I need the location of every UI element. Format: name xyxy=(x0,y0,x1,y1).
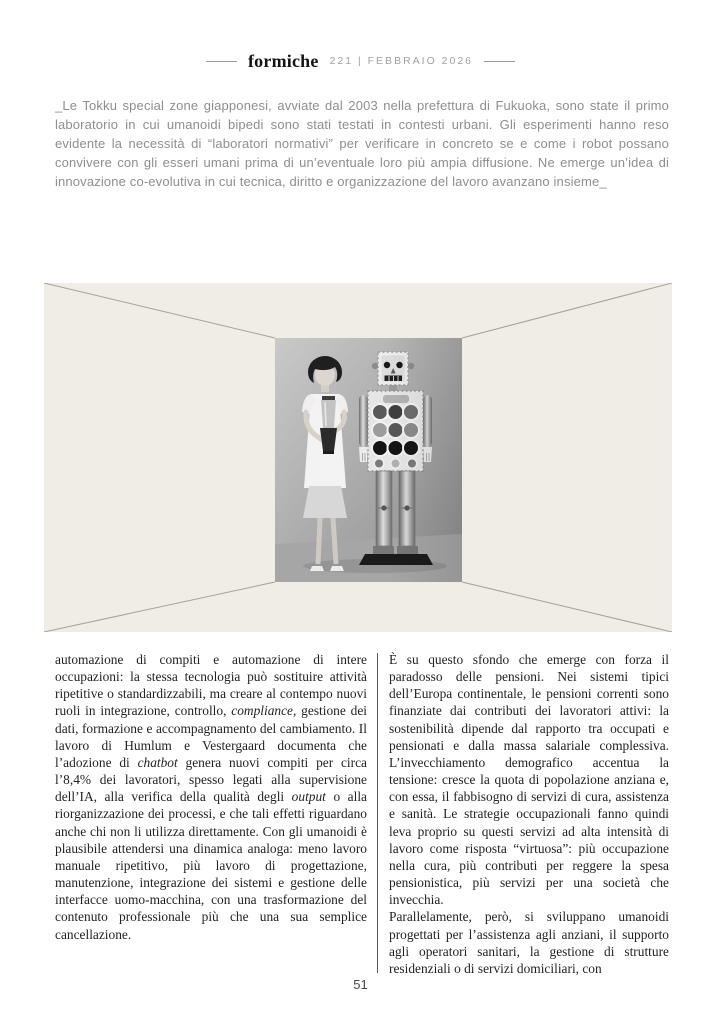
header-rule-right xyxy=(484,61,515,62)
archive-photo xyxy=(275,338,462,582)
column-left xyxy=(55,651,367,981)
article-paragraph: Parallelamente, però, si sviluppano umanoidi progettati per l’assistenza agli anziani, il supporto agli operatori sanitari, la gestione di strutture residenziali o di servizi domiciliari, con xyxy=(389,909,669,976)
column-divider xyxy=(377,653,378,973)
page-number: 51 xyxy=(353,977,368,992)
article-paragraph: È su questo sfondo che emerge con forza il paradosso delle pensioni. Nei sistemi tipici dell’Europa continentale, le pensioni correnti sono finanziate dai contributi dei lavoratori attivi: la sostenibilità dipende dal rapporto tra occupati e pensionati e dalla massa salariale complessiva. L’invecchiamento demografico accentua la tensione: cresce la quota di popolazione anziana e, con essa, il fabbisogno di servizi di cura, assistenza e sanità. Le strategie occupazionali fanno quindi leva proprio su questi servizi ad alta intensità di lavoro come risposta “virtuosa”: più occupazione nella cura, più contributi per reggere la spesa pensionistica, più servizi per una società che invecchia. xyxy=(389,652,669,908)
header-rule-left xyxy=(206,61,237,62)
magazine-header xyxy=(0,52,721,70)
magazine-title: formiche xyxy=(247,51,319,71)
photo-vignette xyxy=(275,338,462,582)
column-right xyxy=(389,651,669,981)
frame-illustration xyxy=(44,283,672,632)
photo-frame xyxy=(44,283,672,632)
issue-date: 221 | FEBBRAIO 2026 xyxy=(329,54,474,67)
intro-paragraph: _Le Tokku special zone giapponesi, avviate dal 2003 nella prefettura di Fukuoka, sono state il primo laboratorio in cui umanoidi bipedi sono stati testati in contesti urbani. Gli esperimenti hanno reso evidente la necessità di “laboratori normativi” per verificare in concreto se e come i robot possano convivere con gli esseri umani prima di un’eventuale loro più ampia diffusione. Ne emerge un’idea di innovazione co-evolutiva in cui tecnica, diritto e organizzazione del lavoro avanzano insieme_ xyxy=(55,98,669,189)
article-paragraph: automazione di compiti e automazione di intere occupazioni: la stessa tecnologia può sostituire attività ripetitive o standardizzabili, ma creare al contempo nuovi ruoli in integrazione, controllo, compliance, gestione dei dati, formazione e accompagnamento del cambiamento. Il lavoro di Humlum e Vestergaard documenta che l’adozione di chatbot genera nuovi compiti per circa l’8,4% dei lavoratori, spesso legati alla supervisione dell’IA, alla verifica della qualità degli output o alla riorganizzazione dei processi, e che tali effetti riguardano anche chi non li utilizza direttamente. Con gli umanoidi è plausibile attendersi una dinamica analoga: meno lavoro manuale ripetitivo, più lavoro di progettazione, manutenzione, integrazione dei sistemi e gestione delle interfacce uomo-macchina, con una trasformazione del contenuto professionale più che una sua semplice cancellazione. xyxy=(55,652,367,942)
